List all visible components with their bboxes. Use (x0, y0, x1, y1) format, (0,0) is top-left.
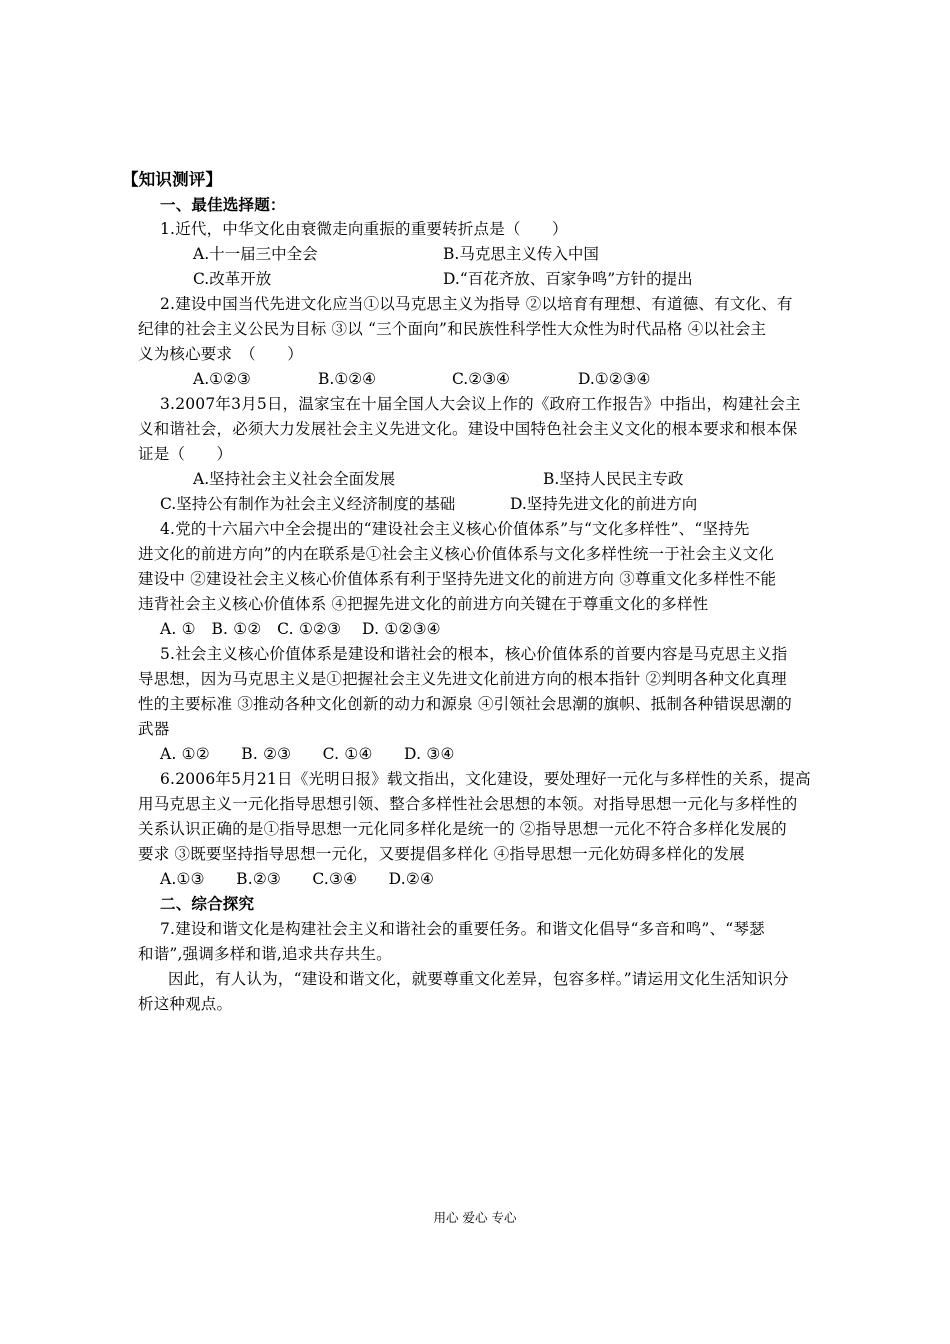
question-2-line-1: 2.建设中国当代先进文化应当①以马克思主义为指导 ②以培育有理想、有道德、有文化、有 (160, 295, 793, 313)
question-7-line-3: 因此，有人认为，“建设和谐文化，就要尊重文化差异，包容多样。”请运用文化生活知识分 (168, 970, 789, 988)
question-4-line-3: 建设中 ②建设社会主义核心价值体系有利于坚持先进文化的前进方向 ③尊重文化多样性不能 (138, 570, 777, 588)
question-2-option-b: B.①②④ (318, 370, 377, 388)
question-3-line-3: 证是（ ） (138, 445, 233, 463)
question-7-line-1: 7.建设和谐文化是构建社会主义和谐社会的重要任务。和谐文化倡导“多音和鸣”、“琴瑟 (160, 920, 765, 938)
question-1-option-a: A.十一届三中全会 (193, 245, 318, 263)
question-4-options: A. ① B. ①② C. ①②③ D. ①②③④ (160, 620, 441, 638)
question-3-option-c: C.坚持公有制作为社会主义经济制度的基础 (160, 495, 456, 513)
question-7-line-2: 和谐”,强调多样和谐,追求共存共生。 (138, 945, 392, 963)
question-5-line-4: 武器 (138, 720, 170, 738)
knowledge-test-heading: 【知识测评】 (122, 170, 223, 189)
question-2-option-d: D.①②③④ (578, 370, 651, 388)
question-2-line-3: 义为核心要求 （ ） (138, 345, 303, 363)
question-6-line-1: 6.2006年5月21日《光明日报》载文指出，文化建设，要处理好一元化与多样性的关系，提高 (160, 770, 811, 788)
question-4-line-4: 违背社会主义核心价值体系 ④把握先进文化的前进方向关键在于尊重文化的多样性 (138, 595, 709, 613)
question-3-option-b: B.坚持人民民主专政 (543, 470, 684, 488)
question-4-line-2: 进文化的前进方向”的内在联系是①社会主义核心价值体系与文化多样性统一于社会主义文化 (138, 545, 775, 563)
question-2-option-c: C.②③④ (452, 370, 510, 388)
question-1-option-b: B.马克思主义传入中国 (443, 245, 599, 263)
question-4-line-1: 4.党的十六届六中全会提出的“建设社会主义核心价值体系”与“文化多样性”、“坚持先 (160, 520, 750, 538)
question-3-option-a: A.坚持社会主义社会全面发展 (193, 470, 396, 488)
question-5-line-3: 性的主要标准 ③推动各种文化创新的动力和源泉 ④引领社会思潮的旗帜、抵制各种错误思潮的 (138, 695, 792, 713)
question-5-line-2: 导思想，因为马克思主义是①把握社会主义先进文化前进方向的根本指针 ②判明各种文化真理 (138, 670, 787, 688)
question-3-option-d: D.坚持先进文化的前进方向 (510, 495, 698, 513)
question-2-line-2: 纪律的社会主义公民为目标 ③以 “三个面向”和民族性科学性大众性为时代品格 ④以社会主 (138, 320, 767, 338)
page-footer: 用心 爱心 专心 (433, 1210, 517, 1225)
question-2-option-a: A.①②③ (193, 370, 251, 388)
question-1-option-d: D.“百花齐放、百家争鸣”方针的提出 (443, 270, 693, 288)
question-6-line-3: 关系认识正确的是①指导思想一元化同多样化是统一的 ②指导思想一元化不符合多样化发展的 (138, 820, 787, 838)
question-6-line-4: 要求 ③既要坚持指导思想一元化，又要提倡多样化 ④指导思想一元化妨碍多样化的发展 (138, 845, 745, 863)
section-multiple-choice-heading: 一、最佳选择题： (160, 196, 286, 214)
question-6-options: A.①③ B.②③ C.③④ D.②④ (160, 870, 435, 888)
section-comprehensive-heading: 二、综合探究 (160, 895, 255, 913)
question-1-option-c: C.改革开放 (193, 270, 272, 288)
question-5-options: A. ①② B. ②③ C. ①④ D. ③④ (160, 745, 455, 763)
question-6-line-2: 用马克思主义一元化指导思想引领、整合多样性社会思想的本领。对指导思想一元化与多样性的 (138, 795, 798, 813)
question-3-line-2: 义和谐社会，必须大力发展社会主义先进文化。建设中国特色社会主义文化的根本要求和根本保 (138, 420, 798, 438)
question-1-stem: 1.近代，中华文化由衰微走向重振的重要转折点是（ ） (160, 220, 568, 238)
question-3-line-1: 3.2007年3月5日，温家宝在十届全国人大会议上作的《政府工作报告》中指出，构建社会主 (160, 395, 801, 413)
question-7-line-4: 析这种观点。 (138, 995, 233, 1013)
question-5-line-1: 5.社会主义核心价值体系是建设和谐社会的根本，核心价值体系的首要内容是马克思主义指 (160, 645, 788, 663)
